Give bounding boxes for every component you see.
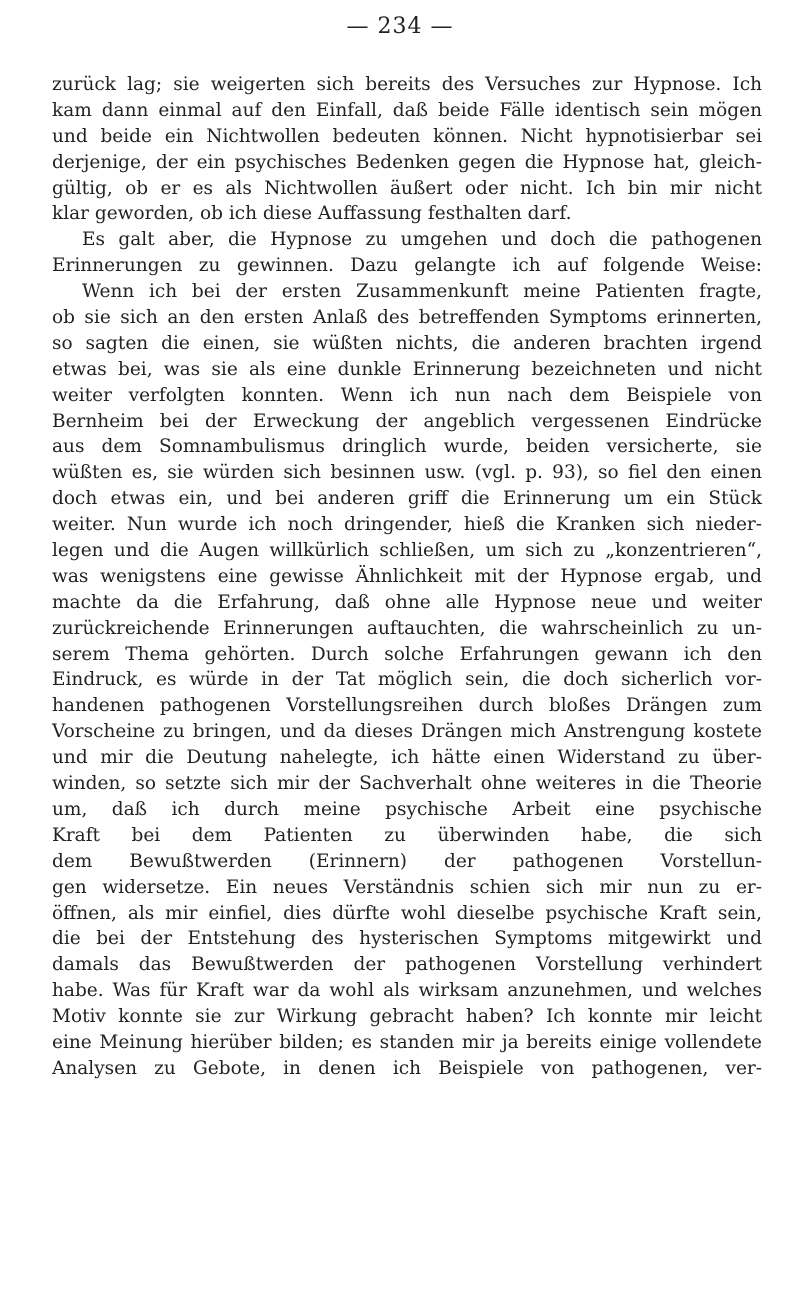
- text-line: ob sie sich an den ersten Anlaß des betreffenden Symptoms erinnerten,: [52, 307, 762, 329]
- text-line: zurückreichende Erinnerungen auftauchten, die wahrscheinlich zu un-: [52, 617, 762, 639]
- text-line: zurück lag; sie weigerten sich bereits des Versuches zur Hypnose. Ich: [52, 74, 762, 95]
- body-text: [52, 72, 762, 1082]
- text-line: machte da die Erfahrung, daß ohne alle Hypnose neue und weiter: [52, 591, 762, 613]
- text-line: Erinnerungen zu gewinnen. Dazu gelangte ich auf folgende Weise:: [52, 255, 762, 277]
- text-line: Analysen zu Gebote, in denen ich Beispiele von pathogenen, ver-: [52, 1057, 762, 1079]
- text-line: derjenige, der ein psychisches Bedenken gegen die Hypnose hat, gleich-: [52, 151, 762, 173]
- text-line: weiter verfolgten konnten. Wenn ich nun nach dem Beispiele von: [52, 384, 762, 406]
- text-line: handenen pathogenen Vorstellungsreihen durch bloßes Drängen zum: [52, 695, 762, 717]
- text-line: dem Bewußtwerden (Erinnern) der pathogenen Vorstellun-: [52, 850, 762, 872]
- text-line: weiter. Nun wurde ich noch dringender, hieß die Kranken sich nieder-: [52, 514, 762, 536]
- text-line: und mir die Deutung nahelegte, ich hätte einen Widerstand zu über-: [52, 747, 762, 769]
- text-line: Vorscheine zu bringen, und da dieses Drängen mich Anstrengung kostete: [52, 721, 762, 743]
- page-number: — 234 —: [346, 14, 454, 39]
- text-line: aus dem Somnambulismus dringlich wurde, beiden versicherte, sie: [52, 436, 762, 458]
- text-line: Wenn ich bei der ersten Zusammenkunft meine Patienten fragte,: [82, 281, 762, 303]
- text-line: Bernheim bei der Erweckung der angeblich vergessenen Eindrücke: [52, 410, 762, 432]
- text-line: gen widersetze. Ein neues Verständnis schien sich mir nun zu er-: [52, 876, 762, 898]
- text-line: wüßten es, sie würden sich besinnen usw. (vgl. p. 93), so fiel den einen: [52, 462, 762, 484]
- text-line: so sagten die einen, sie wüßten nichts, die anderen brachten irgend: [52, 332, 762, 354]
- text-line: was wenigstens eine gewisse Ähnlichkeit mit der Hypnose ergab, und: [52, 565, 762, 587]
- text-line: Eindruck, es würde in der Tat möglich sein, die doch sicherlich vor-: [52, 669, 762, 691]
- text-line: Kraft bei dem Patienten zu überwinden habe, die sich: [52, 824, 762, 846]
- text-line: öffnen, als mir einfiel, dies dürfte wohl dieselbe psychische Kraft sein,: [52, 902, 762, 924]
- text-line: legen und die Augen willkürlich schließen, um sich zu „konzentrieren“,: [52, 540, 762, 562]
- text-line: habe. Was für Kraft war da wohl als wirksam anzunehmen, und welches: [52, 980, 762, 1002]
- text-line: damals das Bewußtwerden der pathogenen Vorstellung verhindert: [52, 954, 762, 976]
- text-line: um, daß ich durch meine psychische Arbeit eine psychische: [52, 798, 762, 820]
- text-line: winden, so setzte sich mir der Sachverhalt ohne weiteres in die Theorie: [52, 773, 762, 795]
- text-line: doch etwas ein, und bei anderen griff die Erinnerung um ein Stück: [52, 488, 762, 510]
- text-line: Es galt aber, die Hypnose zu umgehen und doch die pathogenen: [82, 229, 762, 251]
- text-line: die bei der Entstehung des hysterischen Symptoms mitgewirkt und: [52, 928, 762, 950]
- text-line: Motiv konnte sie zur Wirkung gebracht haben? Ich konnte mir leicht: [52, 1006, 762, 1028]
- text-line: etwas bei, was sie als eine dunkle Erinnerung bezeichneten und nicht: [52, 358, 762, 380]
- text-line: gültig, ob er es als Nichtwollen äußert oder nicht. Ich bin mir nicht: [52, 177, 762, 199]
- text-line: klar geworden, ob ich diese Auffassung festhalten darf.: [52, 203, 572, 225]
- text-line: eine Meinung hierüber bilden; es standen mir ja bereits einige vollendete: [52, 1031, 762, 1053]
- text-line: kam dann einmal auf den Einfall, daß beide Fälle identisch sein mögen: [52, 99, 762, 121]
- text-line: serem Thema gehörten. Durch solche Erfahrungen gewann ich den: [52, 643, 762, 665]
- text-line: und beide ein Nichtwollen bedeuten können. Nicht hypnotisierbar sei: [52, 125, 762, 147]
